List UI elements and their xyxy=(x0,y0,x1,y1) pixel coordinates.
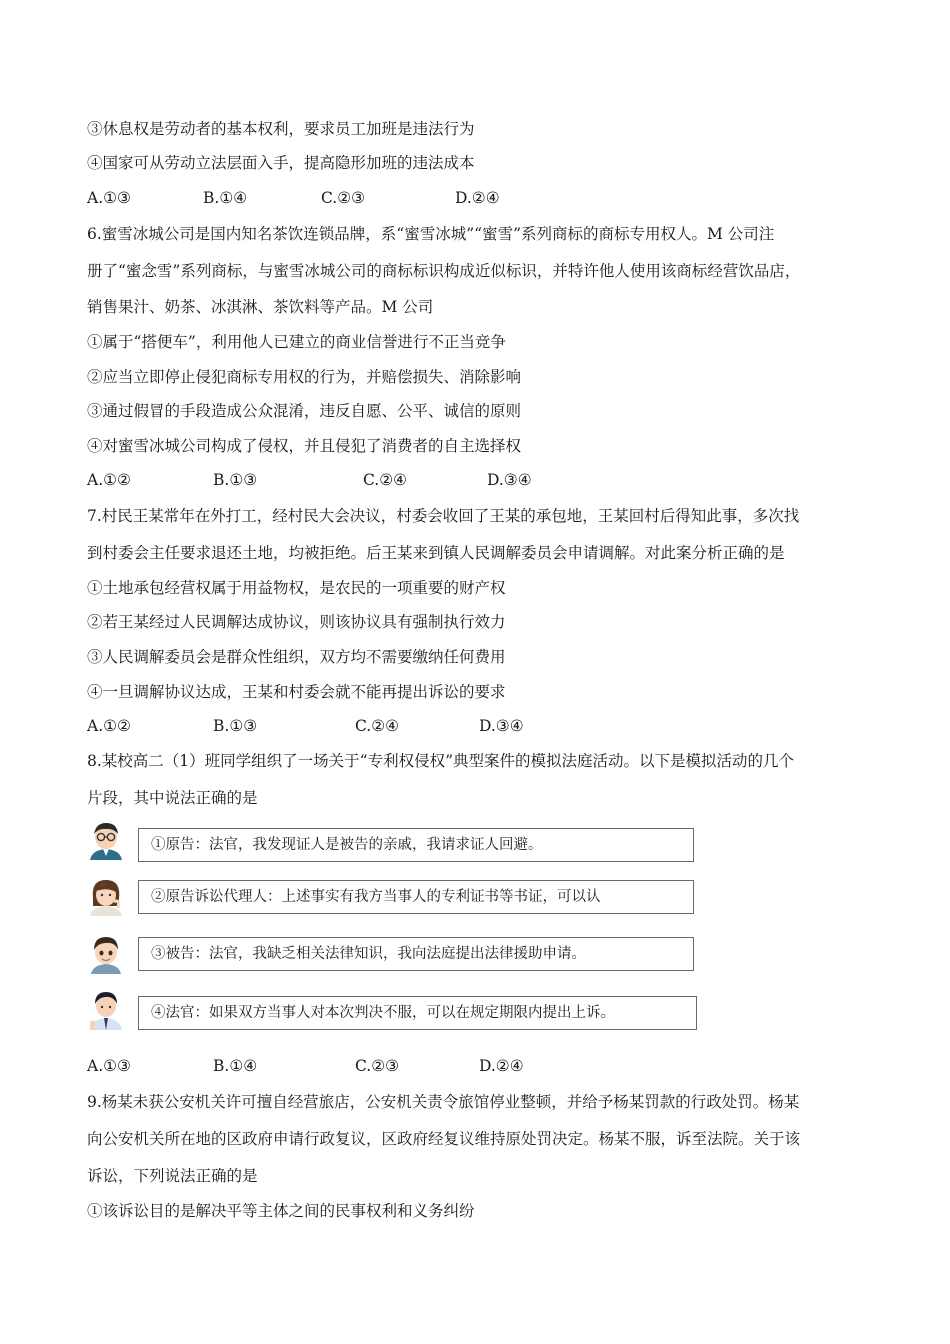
judge-avatar-icon xyxy=(86,990,126,1030)
q7-item-1: ①土地承包经营权属于用益物权，是农民的一项重要的财产权 xyxy=(87,579,506,597)
q5-option-c[interactable]: C.②③ xyxy=(321,189,366,207)
q6-option-d[interactable]: D.③④ xyxy=(487,471,532,489)
q9-stem-line-2: 向公安机关所在地的区政府申请行政复议，区政府经复议维持原处罚决定。杨某不服，诉至法院。关于该 xyxy=(87,1130,801,1148)
q6-stem-line-2: 册了“蜜念雪”系列商标，与蜜雪冰城公司的商标标识构成近似标识，并特许他人使用该商标经营饮品店， xyxy=(87,262,801,280)
dialogue-bubble-3: ③被告：法官，我缺乏相关法律知识，我向法庭提出法律援助申请。 xyxy=(138,937,694,971)
q5-item-4: ④国家可从劳动立法层面入手，提高隐形加班的违法成本 xyxy=(87,154,475,172)
q6-option-a[interactable]: A.①② xyxy=(87,471,131,489)
q8-stem-line-1: 8.某校高二（1）班同学组织了一场关于“专利权侵权”典型案件的模拟法庭活动。以下是模拟活动的几个 xyxy=(87,752,795,770)
q5-item-3: ③休息权是劳动者的基本权利，要求员工加班是违法行为 xyxy=(87,120,475,138)
q8-option-d[interactable]: D.②④ xyxy=(479,1057,524,1075)
dialogue-bubble-1: ①原告：法官，我发现证人是被告的亲戚，我请求证人回避。 xyxy=(138,828,694,862)
q5-option-d[interactable]: D.②④ xyxy=(455,189,500,207)
q7-item-4: ④一旦调解协议达成，王某和村委会就不能再提出诉讼的要求 xyxy=(87,683,506,701)
q7-item-3: ③人民调解委员会是群众性组织，双方均不需要缴纳任何费用 xyxy=(87,648,506,666)
q8-option-a[interactable]: A.①③ xyxy=(87,1057,131,1075)
defendant-avatar-icon xyxy=(86,934,126,974)
q7-option-a[interactable]: A.①② xyxy=(87,717,131,735)
dialogue-bubble-4: ④法官：如果双方当事人对本次判决不服，可以在规定期限内提出上诉。 xyxy=(138,996,697,1030)
q7-item-2: ②若王某经过人民调解达成协议，则该协议具有强制执行效力 xyxy=(87,613,506,631)
q7-stem-line-1: 7.村民王某常年在外打工，经村民大会决议，村委会收回了王某的承包地，王某回村后得知此事，多次找 xyxy=(87,507,800,525)
q6-item-1: ①属于“搭便车”，利用他人已建立的商业信誉进行不正当竞争 xyxy=(87,333,506,351)
plaintiff-avatar-icon xyxy=(86,820,126,860)
q8-option-b[interactable]: B.①④ xyxy=(213,1057,258,1075)
q6-stem-line-1: 6.蜜雪冰城公司是国内知名茶饮连锁品牌，系“蜜雪冰城”“蜜雪”系列商标的商标专用权人。M 公司注 xyxy=(87,225,775,243)
q9-stem-line-3: 诉讼，下列说法正确的是 xyxy=(87,1167,258,1185)
q5-option-a[interactable]: A.①③ xyxy=(87,189,131,207)
q6-item-4: ④对蜜雪冰城公司构成了侵权，并且侵犯了消费者的自主选择权 xyxy=(87,437,522,455)
q9-item-1: ①该诉讼目的是解决平等主体之间的民事权利和义务纠纷 xyxy=(87,1202,475,1220)
q8-stem-line-2: 片段，其中说法正确的是 xyxy=(87,789,258,807)
q9-stem-line-1: 9.杨某未获公安机关许可擅自经营旅店，公安机关责令旅馆停业整顿，并给予杨某罚款的行政处罚。杨某 xyxy=(87,1093,800,1111)
q8-option-c[interactable]: C.②③ xyxy=(355,1057,400,1075)
attorney-avatar-icon xyxy=(86,876,126,916)
q7-stem-line-2: 到村委会主任要求退还土地，均被拒绝。后王某来到镇人民调解委员会申请调解。对此案分析正确的是 xyxy=(87,544,785,562)
q6-option-b[interactable]: B.①③ xyxy=(213,471,258,489)
q6-item-3: ③通过假冒的手段造成公众混淆，违反自愿、公平、诚信的原则 xyxy=(87,402,522,420)
dialogue-bubble-2: ②原告诉讼代理人：上述事实有我方当事人的专利证书等书证，可以认 xyxy=(138,880,694,914)
q7-option-d[interactable]: D.③④ xyxy=(479,717,524,735)
q5-option-b[interactable]: B.①④ xyxy=(203,189,248,207)
q6-stem-line-3: 销售果汁、奶茶、冰淇淋、茶饮料等产品。M 公司 xyxy=(87,298,434,316)
q7-option-c[interactable]: C.②④ xyxy=(355,717,400,735)
q7-option-b[interactable]: B.①③ xyxy=(213,717,258,735)
q6-option-c[interactable]: C.②④ xyxy=(363,471,408,489)
q6-item-2: ②应当立即停止侵犯商标专用权的行为，并赔偿损失、消除影响 xyxy=(87,368,522,386)
